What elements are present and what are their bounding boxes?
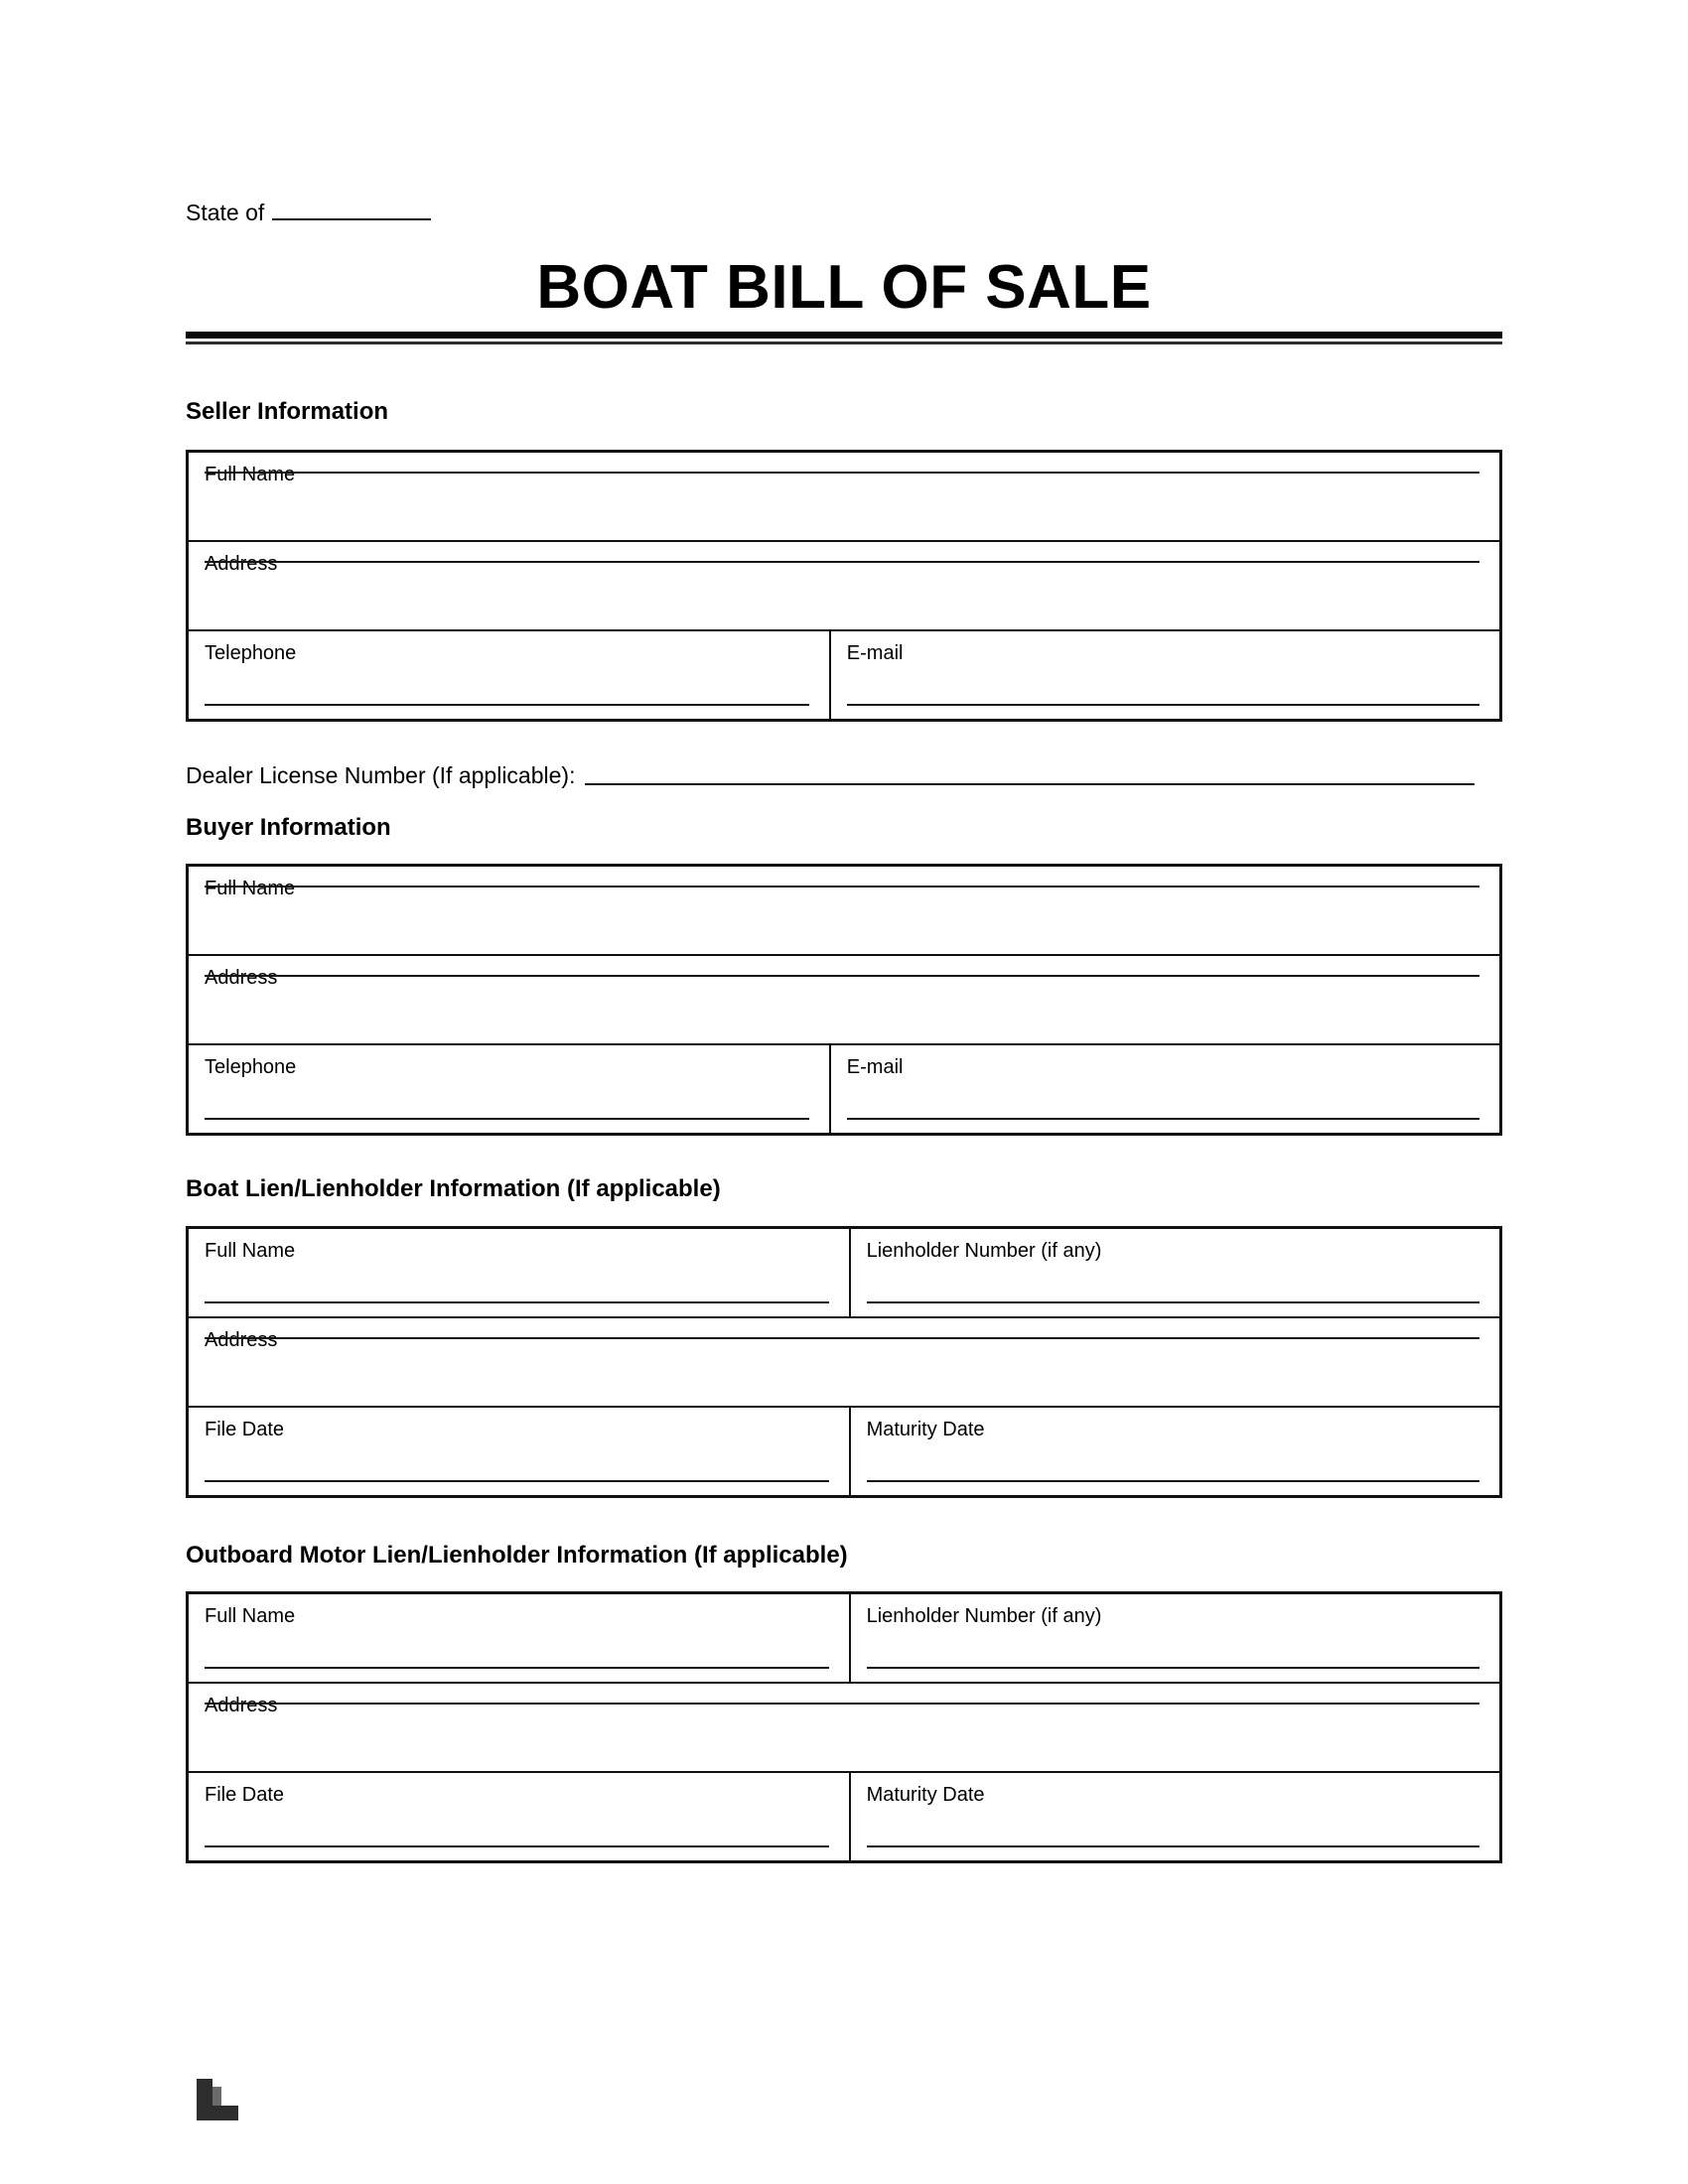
buyer-email-blank-line bbox=[847, 1118, 1479, 1120]
boat-lien-address-row bbox=[189, 1316, 1499, 1406]
outboard-lien-section-heading: Outboard Motor Lien/Lienholder Information (If applicable) bbox=[186, 1542, 848, 1570]
boat-lien-full-name-label: Full Name bbox=[205, 1240, 296, 1263]
boat-lien-full-name-blank-line bbox=[205, 1301, 829, 1303]
title-rule-thin bbox=[186, 341, 1502, 344]
buyer-section-heading: Buyer Information bbox=[186, 814, 391, 842]
state-of-line bbox=[186, 0, 1502, 226]
seller-telephone-cell bbox=[189, 631, 831, 719]
boat-lien-number-cell bbox=[851, 1229, 1499, 1316]
dealer-license-blank-line bbox=[585, 783, 1475, 785]
boat-lien-section-heading: Boat Lien/Lienholder Information (If applicable) bbox=[186, 1175, 721, 1203]
boat-lien-maturity-date-cell bbox=[851, 1408, 1499, 1495]
outboard-lien-maturity-date-label: Maturity Date bbox=[866, 1784, 985, 1807]
buyer-info-table bbox=[186, 864, 1502, 1136]
seller-full-name-row bbox=[189, 453, 1499, 540]
buyer-telephone-label: Telephone bbox=[205, 1056, 297, 1079]
boat-lien-info-table bbox=[186, 1226, 1502, 1498]
outboard-lien-number-label: Lienholder Number (if any) bbox=[866, 1605, 1102, 1628]
dealer-license-label: Dealer License Number (If applicable): bbox=[186, 762, 576, 789]
seller-telephone-label: Telephone bbox=[205, 642, 297, 665]
buyer-full-name-row bbox=[189, 867, 1499, 954]
boat-lien-full-name-cell bbox=[189, 1229, 851, 1316]
boat-lien-number-blank-line bbox=[867, 1301, 1479, 1303]
outboard-lien-maturity-date-cell bbox=[851, 1773, 1499, 1860]
seller-email-blank-line bbox=[847, 704, 1479, 706]
seller-full-name-label: Full Name bbox=[205, 464, 296, 486]
seller-address-cell bbox=[189, 542, 1499, 576]
buyer-telephone-blank-line bbox=[205, 1118, 809, 1120]
seller-email-cell bbox=[831, 631, 1499, 719]
boat-lien-file-date-label: File Date bbox=[205, 1419, 285, 1441]
seller-telephone-email-row bbox=[189, 629, 1499, 719]
boat-lien-maturity-date-label: Maturity Date bbox=[866, 1419, 985, 1441]
seller-email-label: E-mail bbox=[846, 642, 904, 665]
boat-lien-name-number-row bbox=[189, 1229, 1499, 1316]
boat-lien-maturity-date-blank-line bbox=[867, 1480, 1479, 1482]
outboard-lien-address-cell bbox=[189, 1684, 1499, 1717]
outboard-lien-number-blank-line bbox=[867, 1667, 1479, 1669]
boat-lien-address-blank-line bbox=[205, 1337, 1479, 1339]
buyer-full-name-blank-line bbox=[205, 886, 1479, 887]
outboard-lien-file-date-cell bbox=[189, 1773, 851, 1860]
buyer-address-row bbox=[189, 954, 1499, 1043]
state-of-blank-line bbox=[272, 214, 431, 220]
seller-full-name-blank-line bbox=[205, 472, 1479, 474]
outboard-lien-dates-row bbox=[189, 1771, 1499, 1860]
outboard-lien-address-blank-line bbox=[205, 1703, 1479, 1705]
buyer-address-label: Address bbox=[205, 967, 278, 990]
state-of-label: State of bbox=[186, 200, 265, 225]
seller-address-row bbox=[189, 540, 1499, 629]
title-rule-thick bbox=[186, 332, 1502, 339]
buyer-email-cell bbox=[831, 1045, 1499, 1133]
seller-section-heading: Seller Information bbox=[186, 398, 389, 426]
boat-lien-address-cell bbox=[189, 1318, 1499, 1352]
outboard-lien-number-cell bbox=[851, 1594, 1499, 1682]
buyer-telephone-cell bbox=[189, 1045, 831, 1133]
outboard-lien-full-name-blank-line bbox=[205, 1667, 829, 1669]
buyer-email-label: E-mail bbox=[846, 1056, 904, 1079]
outboard-lien-info-table bbox=[186, 1591, 1502, 1863]
outboard-lien-name-number-row bbox=[189, 1594, 1499, 1682]
boat-lien-dates-row bbox=[189, 1406, 1499, 1495]
seller-address-blank-line bbox=[205, 561, 1479, 563]
buyer-full-name-label: Full Name bbox=[205, 878, 296, 900]
outboard-lien-full-name-label: Full Name bbox=[205, 1605, 296, 1628]
boat-lien-address-label: Address bbox=[205, 1329, 278, 1352]
legal-templates-logo-icon bbox=[197, 2079, 238, 2120]
document-content bbox=[186, 0, 1502, 1863]
boat-lien-file-date-cell bbox=[189, 1408, 851, 1495]
page-title: BOAT BILL OF SALE bbox=[536, 253, 1152, 322]
seller-address-label: Address bbox=[205, 553, 278, 576]
outboard-lien-file-date-label: File Date bbox=[205, 1784, 285, 1807]
buyer-telephone-email-row bbox=[189, 1043, 1499, 1133]
seller-telephone-blank-line bbox=[205, 704, 809, 706]
boat-lien-number-label: Lienholder Number (if any) bbox=[866, 1240, 1102, 1263]
boat-lien-file-date-blank-line bbox=[205, 1480, 829, 1482]
outboard-lien-address-label: Address bbox=[205, 1695, 278, 1717]
buyer-full-name-cell bbox=[189, 867, 1499, 900]
buyer-address-cell bbox=[189, 956, 1499, 990]
outboard-lien-maturity-date-blank-line bbox=[867, 1845, 1479, 1847]
buyer-address-blank-line bbox=[205, 975, 1479, 977]
seller-full-name-cell bbox=[189, 453, 1499, 486]
outboard-lien-address-row bbox=[189, 1682, 1499, 1771]
outboard-lien-file-date-blank-line bbox=[205, 1845, 829, 1847]
seller-info-table bbox=[186, 450, 1502, 722]
outboard-lien-full-name-cell bbox=[189, 1594, 851, 1682]
dealer-license-line bbox=[186, 761, 1502, 789]
